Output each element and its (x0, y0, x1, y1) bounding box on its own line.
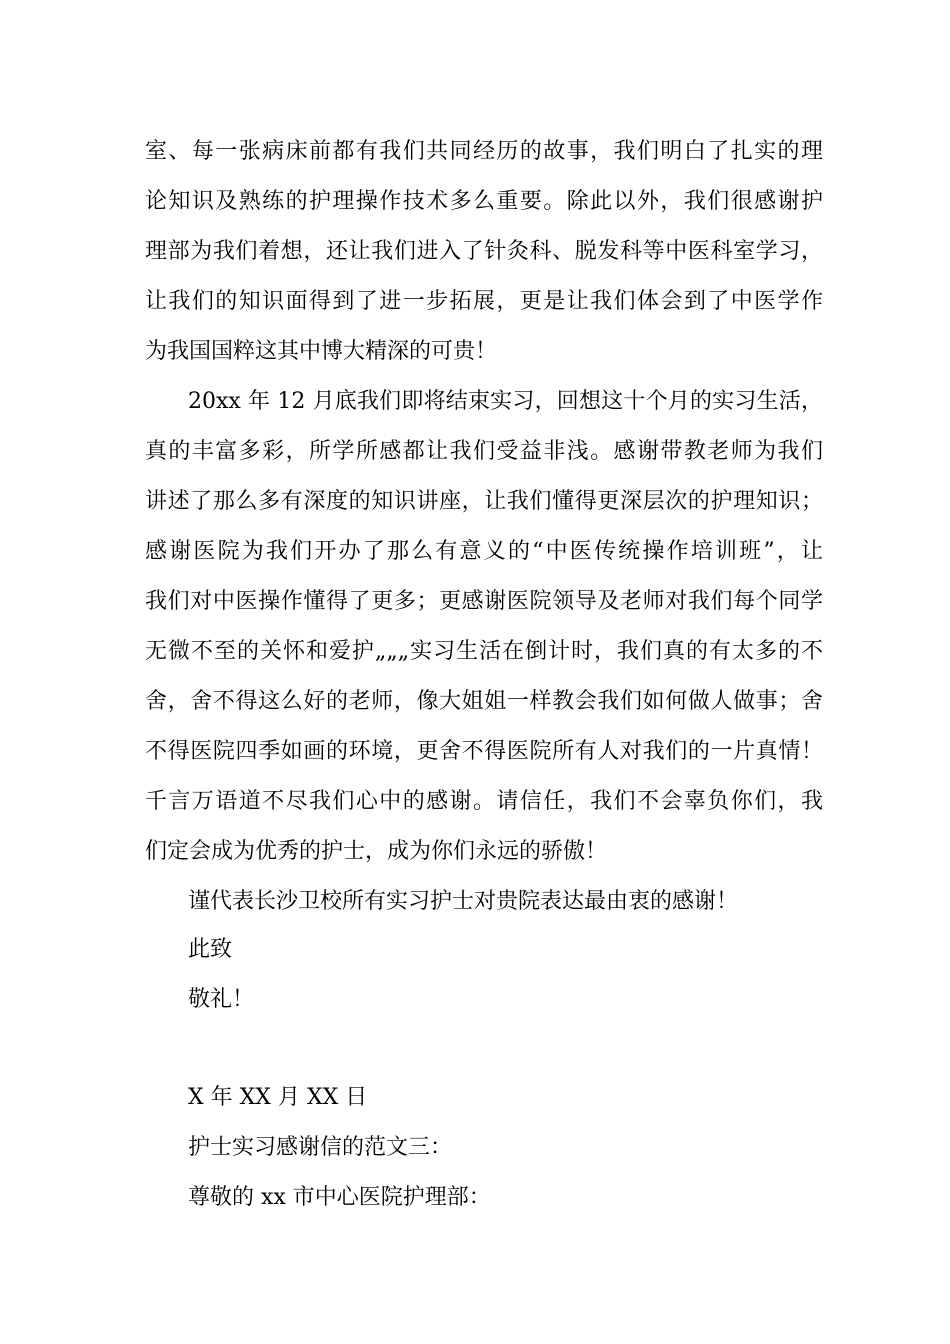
body-text-line: 不得医院四季如画的环境，更舍不得医院所有人对我们的一片真情！ (145, 739, 823, 764)
body-text-line: 为我国国粹这其中博大精深的可贵！ (145, 339, 498, 364)
body-text-line: 舍，舍不得这么好的老师，像大姐姐一样教会我们如何做人做事；舍 (145, 689, 823, 714)
body-text-line: 千言万语道不尽我们心中的感谢。请信任，我们不会辜负你们，我 (145, 789, 823, 814)
letter-greeting: 尊敬的 xx 市中心医院护理部： (188, 1185, 491, 1210)
body-text-line: 真的丰富多彩，所学所感都让我们受益非浅。感谢带教老师为我们 (145, 439, 823, 464)
body-text-line: 让我们的知识面得到了进一步拓展，更是让我们体会到了中医学作 (145, 289, 823, 314)
body-text-line: 理部为我们着想，还让我们进入了针灸科、脱发科等中医科室学习， (145, 239, 823, 264)
body-text-line: 我们对中医操作懂得了更多；更感谢医院领导及老师对我们每个同学 (145, 589, 823, 614)
body-text-line: 室、每一张病床前都有我们共同经历的故事，我们明白了扎实的理 (145, 139, 823, 164)
date-line: X 年 XX 月 XX 日 (188, 1085, 368, 1110)
closing-statement: 谨代表长沙卫校所有实习护士对贵院表达最由衷的感谢！ (188, 889, 739, 914)
salutation-cizhi: 此致 (188, 937, 233, 962)
body-text-line: 20xx 年 12 月底我们即将结束实习，回想这十个月的实习生活， (188, 389, 823, 414)
body-text-line: 论知识及熟练的护理操作技术多么重要。除此以外，我们很感谢护 (145, 189, 823, 214)
body-text-line: 感谢医院为我们开办了那么有意义的“中医传统操作培训班”，让 (145, 539, 823, 564)
salutation-jingli: 敬礼！ (188, 987, 255, 1012)
body-text-line: 们定会成为优秀的护士，成为你们永远的骄傲！ (145, 839, 608, 864)
section-heading: 护士实习感谢信的范文三： (188, 1135, 453, 1160)
body-text-line: 无微不至的关怀和爱护„„„实习生活在倒计时，我们真的有太多的不 (145, 639, 823, 664)
body-text-line: 讲述了那么多有深度的知识讲座，让我们懂得更深层次的护理知识； (145, 489, 823, 514)
